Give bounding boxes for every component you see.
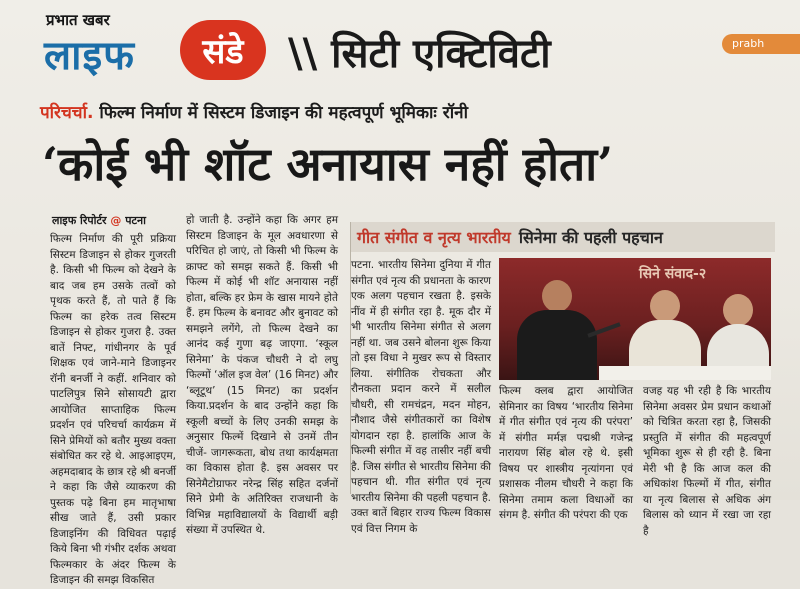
supplement-logo-badge: संडे (180, 20, 266, 80)
photo-speaker (517, 280, 597, 380)
seminar-photo (499, 258, 771, 380)
article-column-2: हो जाती है. उन्होंने कहा कि अगर हम सिस्टम डिजाइन के मूल अवधारणा से परिचित हो जाएं, तो किसी भी फिल्म के क्राफ्ट को समझ सकते हैं. किसी भी फिल्म में कोई भी शॉट अनायास नहीं होता, बल्कि हर फ्रेम के खास मायने होते हैं. हम फिल्म के बनावट और बुनावट को समझने लगेंगे, तो फिल्म देखने का आनंद कई गुणा बढ़ जाएगा. ‘स्कूल सिनेमा’ के पंकज चौधरी ने दो लघु फिल्मों ‘ऑल इज वेल’ (16 मिनट) और ‘ब्लूटूथ’ (15 मिनट) का प्रदर्शन किया.प्रदर्शन के बाद उन्होंने कहा कि स्कूली बच्चों के लिए उनकी समझ के अनुसार फिल्में दिखाने से उनमें तीन चीजें- जागरूकता, बोध तथा कार्यक्षमता का विकास होता है. इस अवसर पर सिनेमैटोग्राफर नरेन्द्र सिंह सहित दर्जनों सिने प्रेमी के अतिरिक्त राजधानी के विभिन्न महाविद्यालयों के विद्यार्थी बड़ी संख्या में उपस्थित थे. (186, 214, 338, 536)
masthead-brand: प्रभात खबर (46, 11, 110, 29)
byline-reporter: लाइफ रिपोर्टर (52, 214, 107, 227)
feature-heading-part1: गीत संगीत व नृत्य भारतीय (357, 228, 511, 247)
feature-column-1: पटना. भारतीय सिनेमा दुनिया में गीत संगीत एवं नृत्य की प्रधानता के कारण एक अलग पहचान रखता है. इसके नींव में ही संगीत रहा है. मूक दौर में भी भारतीय सिनेमा संगीत से अलग नहीं था. जब उसने बोलना शुरू किया तो इस विधा ने मुखर रूप से विस्तार लिया. संगीतिक रोचकता और रौनकता प्रदान करने में सलील चौधरी, सी रामचंद्रन, मदन मोहन, नौशाद जैसे संगीतकारों का विशेष योगदान रहा है. हालांकि आज के फिल्मी संगीत में वह तासीर नहीं बची है. जिस संगीत से भारतीय सिनेमा की पहचान थी. गीत संगीत एवं नृत्य भारतीय सिनेमा की पहली पहचान है. उक्त बातें बिहार राज्य फिल्म विकास एवं वित्त निगम के (351, 259, 491, 535)
feature-box (350, 222, 771, 537)
section-title: \\ सिटी एक्टिविटी (288, 31, 551, 77)
page-header (30, 6, 800, 92)
article-headline: ‘कोई भी शॉट अनायास नहीं होता’ (42, 137, 614, 191)
byline (52, 213, 146, 228)
subheading-label: परिचर्चा. (40, 103, 94, 123)
corner-tag: prabh (722, 34, 800, 54)
byline-at: @ (110, 214, 122, 227)
article-subheading (40, 100, 780, 123)
feature-column-2: फिल्म क्लब द्वारा आयोजित सेमिनार का विषय ‘भारतीय सिनेमा में गीत संगीत एवं नृत्य की परंपरा’ में संगीत मर्मज्ञ पद्मश्री गजेन्द्र नारायण सिंह बोल रहे थे. इसी विषय पर शास्त्रीय नृत्यांगना एवं प्रशासक नीलम चौधरी ने कहा कि सिनेमा तमाम कला विधाओं का संगम है. संगीत की परंपरा की एक (499, 385, 633, 521)
photo-table (599, 366, 771, 380)
photo-banner-text: सिने संवाद-२ (639, 266, 707, 282)
article-column-1: फिल्म निर्माण की पूरी प्रक्रिया सिस्टम डिजाइन से होकर गुजरती है. किसी भी फिल्म को देखने के बाद जब हम उसके तत्वों को पृथक करते हैं, तो पाते हैं कि फिल्म का हरेक तत्व सिस्टम डिजाइन से होकर गुजरा है. उक्त बातें निफ्ट, गांधीनगर के पूर्व शिक्षक एवं जाने-माने डिजाइनर रॉनी बनर्जी ने कहीं. शनिवार को पाटलिपुत्र सिने सोसायटी द्वारा आयोजित साप्ताहिक फिल्म प्रदर्शन एवं परिचर्चा कार्यक्रम में सिने प्रेमियों को बतौर मुख्य वक्ता संबोधित कर रहे थे. आइआइएम, अहमदाबाद के छात्र रहे श्री बनर्जी ने कहा कि जैसे व्याकरण की पुस्तक पढ़े बिना हम मातृभाषा सीख जाते हैं, उसी प्रकार डिजाइनिंग की विधिवत पढ़ाई किये बिना भी गंभीर दर्शक अथवा फिल्मकार के अंदर फिल्म के डिजाइन की समझ विकसित (50, 233, 176, 586)
feature-heading (351, 222, 775, 252)
supplement-logo: लाइफ (44, 33, 135, 79)
byline-city: पटना (125, 214, 146, 227)
subheading-text: फिल्म निर्माण में सिस्टम डिजाइन की महत्वपूर्ण भूमिकाः रॉनी (99, 103, 468, 123)
feature-column-3: वजह यह भी रही है कि भारतीय सिनेमा अवसर प्रेम प्रधान कथाओं को चित्रित करता रहा है, जिसकी प्रस्तुति में संगीत की महत्वपूर्ण भूमिका शुरू से ही रही है. बिना मेरी भी है कि आज कल की अधिकांश फिल्मों में गीत, संगीत या नृत्य बिलास से अधिक अंग बिलास को ध्यान में रखा जा रहा है (643, 385, 771, 537)
feature-heading-part2: सिनेमा की पहली पहचान (518, 228, 663, 247)
